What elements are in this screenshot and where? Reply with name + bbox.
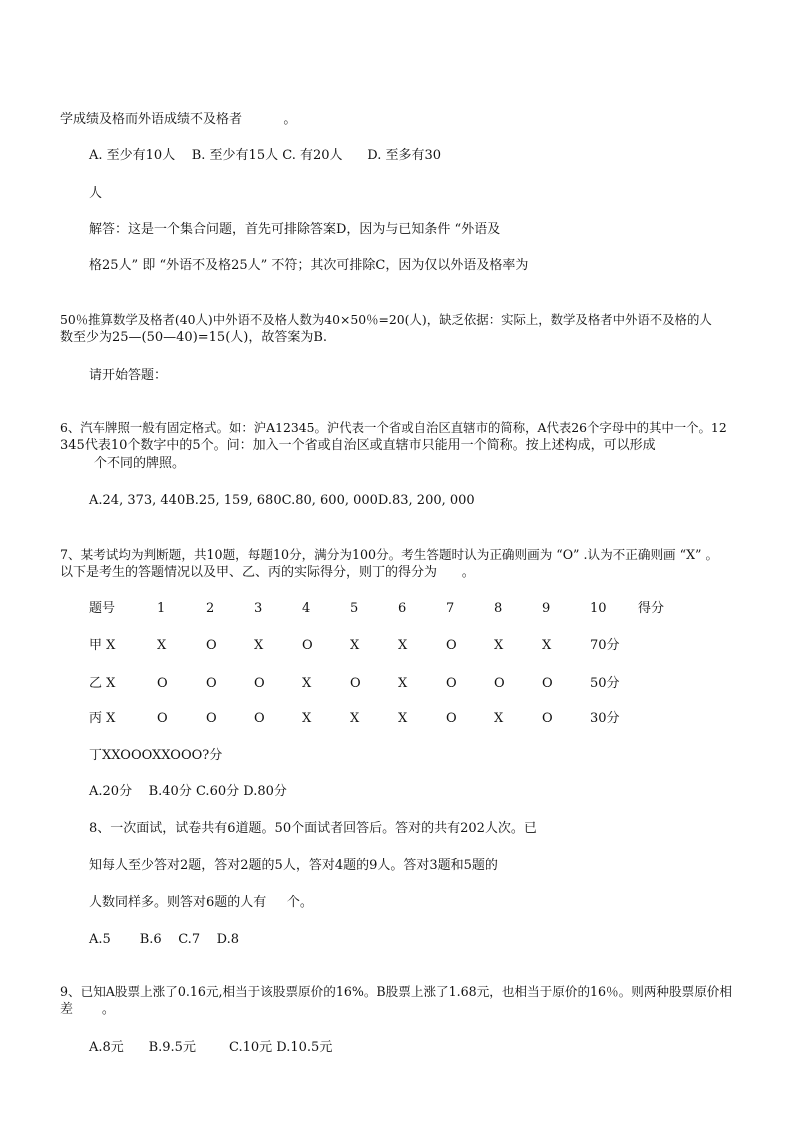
table-mark-cell: X [398,676,408,691]
table-mark-cell: X [350,638,360,653]
table-mark-cell: X [398,638,408,653]
table-mark-cell: O [542,711,553,726]
table-mark-cell: X [302,711,312,726]
table-header-cell: 9 [542,601,551,616]
q7-line2: 以下是考生的答题情况以及甲、乙、丙的实际得分，则丁的得分为 。 [60,565,475,580]
q9-line2: 差 。 [60,1002,115,1017]
table-mark-cell: O [206,676,217,691]
table-mark-cell: O [157,676,168,691]
q5-answer-line2: 格25人” 即 “外语不及格25人” 不符；其次可排除C，因为仅以外语及格率为 [89,258,529,273]
q5-options-wrap: 人 [89,186,103,201]
table-mark-cell: X [350,711,360,726]
q8-options: A.5 B.6 C.7 D.8 [89,932,239,947]
q6-options: A.24, 373, 440B.25, 159, 680C.80, 600, 000D.83, 200, 000 [89,493,475,508]
table-header-cell: 8 [494,601,503,616]
table-mark-cell: O [254,676,265,691]
q5-answer-line3: 50％推算数学及格者(40人)中外语不及格人数为40×50％=20(人)，缺乏依据：实际上，数学及格者中外语不及格的人 [60,312,712,327]
table-mark-cell: O [157,711,168,726]
table-score-cell: 30分 [590,711,620,726]
table-header-cell: 6 [398,601,407,616]
table-mark-cell: O [206,638,217,653]
q8-line3: 人数同样多。则答对6题的人有 个。 [89,895,313,910]
q7-ding-row: 丁XXOOOXXOOO?分 [89,748,223,763]
q5-answer-line4: 数至少为25—(50—40)=15(人)，故答案为B. [60,330,328,345]
table-header-cell: 得分 [638,601,665,616]
table-row-label: 甲 X [89,638,116,653]
table-score-cell: 50分 [590,676,620,691]
table-row-label: 乙 X [89,676,116,691]
table-header-cell: 2 [206,601,215,616]
table-header-cell: 4 [302,601,311,616]
q9-line1: 9、已知A股票上涨了0.16元,相当于该股票原价的16%。B股票上涨了1.68元，也相当于原价的16％。则两种股票原价相 [60,984,732,999]
table-mark-cell: X [542,638,552,653]
q9-options: A.8元 B.9.5元 C.10元 D.10.5元 [89,1040,333,1055]
table-mark-cell: O [302,638,313,653]
table-mark-cell: X [157,638,167,653]
table-mark-cell: O [206,711,217,726]
q6-line2: 345代表10个数字中的5个。问：加入一个省或自治区或直辖市只能用一个简称。按上述构成，可以形成 [60,438,656,453]
q7-line1: 7、某考试均为判断题，共10题，每题10分，满分为100分。考生答题时认为正确则画为 “O” .认为不正确则画 “X” 。 [60,547,719,562]
table-mark-cell: X [494,638,504,653]
table-header-cell: 5 [350,601,359,616]
start-prompt: 请开始答题： [89,368,168,383]
table-mark-cell: O [494,676,505,691]
table-mark-cell: X [254,638,264,653]
table-header-cell: 7 [446,601,455,616]
table-row-label: 丙 X [89,711,116,726]
table-mark-cell: X [398,711,408,726]
table-header-cell: 3 [254,601,263,616]
table-mark-cell: O [446,676,457,691]
q6-line3: 个不同的牌照。 [94,456,186,471]
q6-line1: 6、汽车牌照一般有固定格式。如：沪A12345。沪代表一个省或自治区直辖市的简称，A代表26个字母中的其中一个。12 [60,420,727,435]
table-mark-cell: O [254,711,265,726]
table-score-cell: 70分 [590,638,620,653]
table-mark-cell: O [446,711,457,726]
q8-line2: 知每人至少答对2题，答对2题的5人，答对4题的9人。答对3题和5题的 [89,858,498,873]
table-header-cell: 题号 [89,601,116,616]
q8-line1: 8、一次面试，试卷共有6道题。50个面试者回答后。答对的共有202人次。已 [89,821,537,836]
q7-options: A.20分 B.40分 C.60分 D.80分 [89,784,287,799]
q5-stem-tail: 学成绩及格而外语成绩不及格者 。 [60,112,297,127]
table-mark-cell: X [494,711,504,726]
table-mark-cell: X [302,676,312,691]
table-header-cell: 10 [590,601,607,616]
table-mark-cell: O [446,638,457,653]
table-mark-cell: O [542,676,553,691]
q5-options: A. 至少有10人 B. 至少有15人 C. 有20人 D. 至多有30 [89,148,442,163]
table-mark-cell: O [350,676,361,691]
q5-answer-line1: 解答：这是一个集合问题，首先可排除答案D，因为与已知条件 “外语及 [89,222,501,237]
table-header-cell: 1 [157,601,166,616]
